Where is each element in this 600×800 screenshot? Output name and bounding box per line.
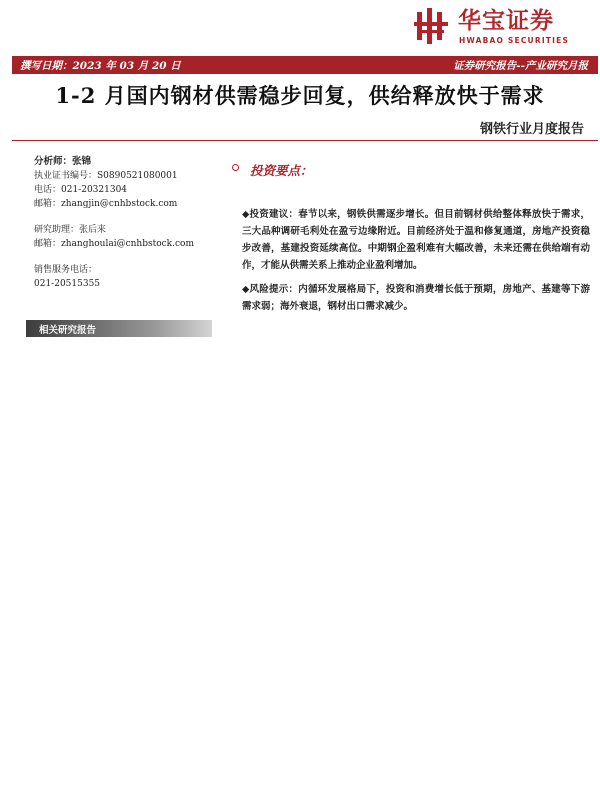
analyst-name: 分析师：张锦 <box>34 156 92 167</box>
company-logo <box>414 8 584 46</box>
investment-points-heading <box>232 161 313 179</box>
date-bar <box>12 56 598 74</box>
analyst-phone: 电话：021-20321304 <box>34 185 128 195</box>
report-date: 撰写日期：2023 年 03 月 20 日 <box>20 60 181 72</box>
assistant-email: 邮箱：zhanghoulai@cnhbstock.com <box>34 239 194 249</box>
report-title: 1-2 月国内钢材供需稳步回复，供给释放快于需求 <box>55 83 545 108</box>
report-subtitle: 钢铁行业月度报告 <box>479 122 584 137</box>
assistant-name: 研究助理：张后来 <box>34 225 107 235</box>
analyst-info <box>34 155 214 291</box>
investment-advice-paragraph: ◆投资建议：春节以来，钢铁供需逐步增长。但目前钢材供给整体释放快于需求，三大品种调研毛利处在盈亏边缘附近。目前经济处于温和修复通道，房地产投资稳步改善，基建投资延续高位。中期钢企盈利难有大幅改善，未来还需在供给端有动作，才能从供需关系上推动企业盈利增加。 <box>242 209 590 271</box>
report-type: 证券研究报告--产业研究月报 <box>453 60 588 72</box>
sales-label: 销售服务电话： <box>34 265 98 275</box>
logo-text-cn: 华宝证券 <box>458 8 554 34</box>
investment-points-label: 投资要点： <box>250 163 313 178</box>
hwabao-logo-icon <box>414 8 448 44</box>
related-reports-label: 相关研究报告 <box>39 325 97 336</box>
risk-warning-paragraph: ◆风险提示：内循环发展格局下，投资和消费增长低于预期，房地产、基建等下游需求弱；海外衰退，钢材出口需求减少。 <box>242 284 590 312</box>
sales-phone: 021-20515355 <box>34 279 101 289</box>
analyst-license: 执业证书编号：S0890521080001 <box>34 171 178 181</box>
analyst-email: 邮箱：zhangjin@cnhbstock.com <box>34 199 178 209</box>
header-divider <box>12 140 598 141</box>
related-reports-header <box>26 320 212 337</box>
logo-text-en: HWABAO SECURITIES <box>459 36 570 45</box>
